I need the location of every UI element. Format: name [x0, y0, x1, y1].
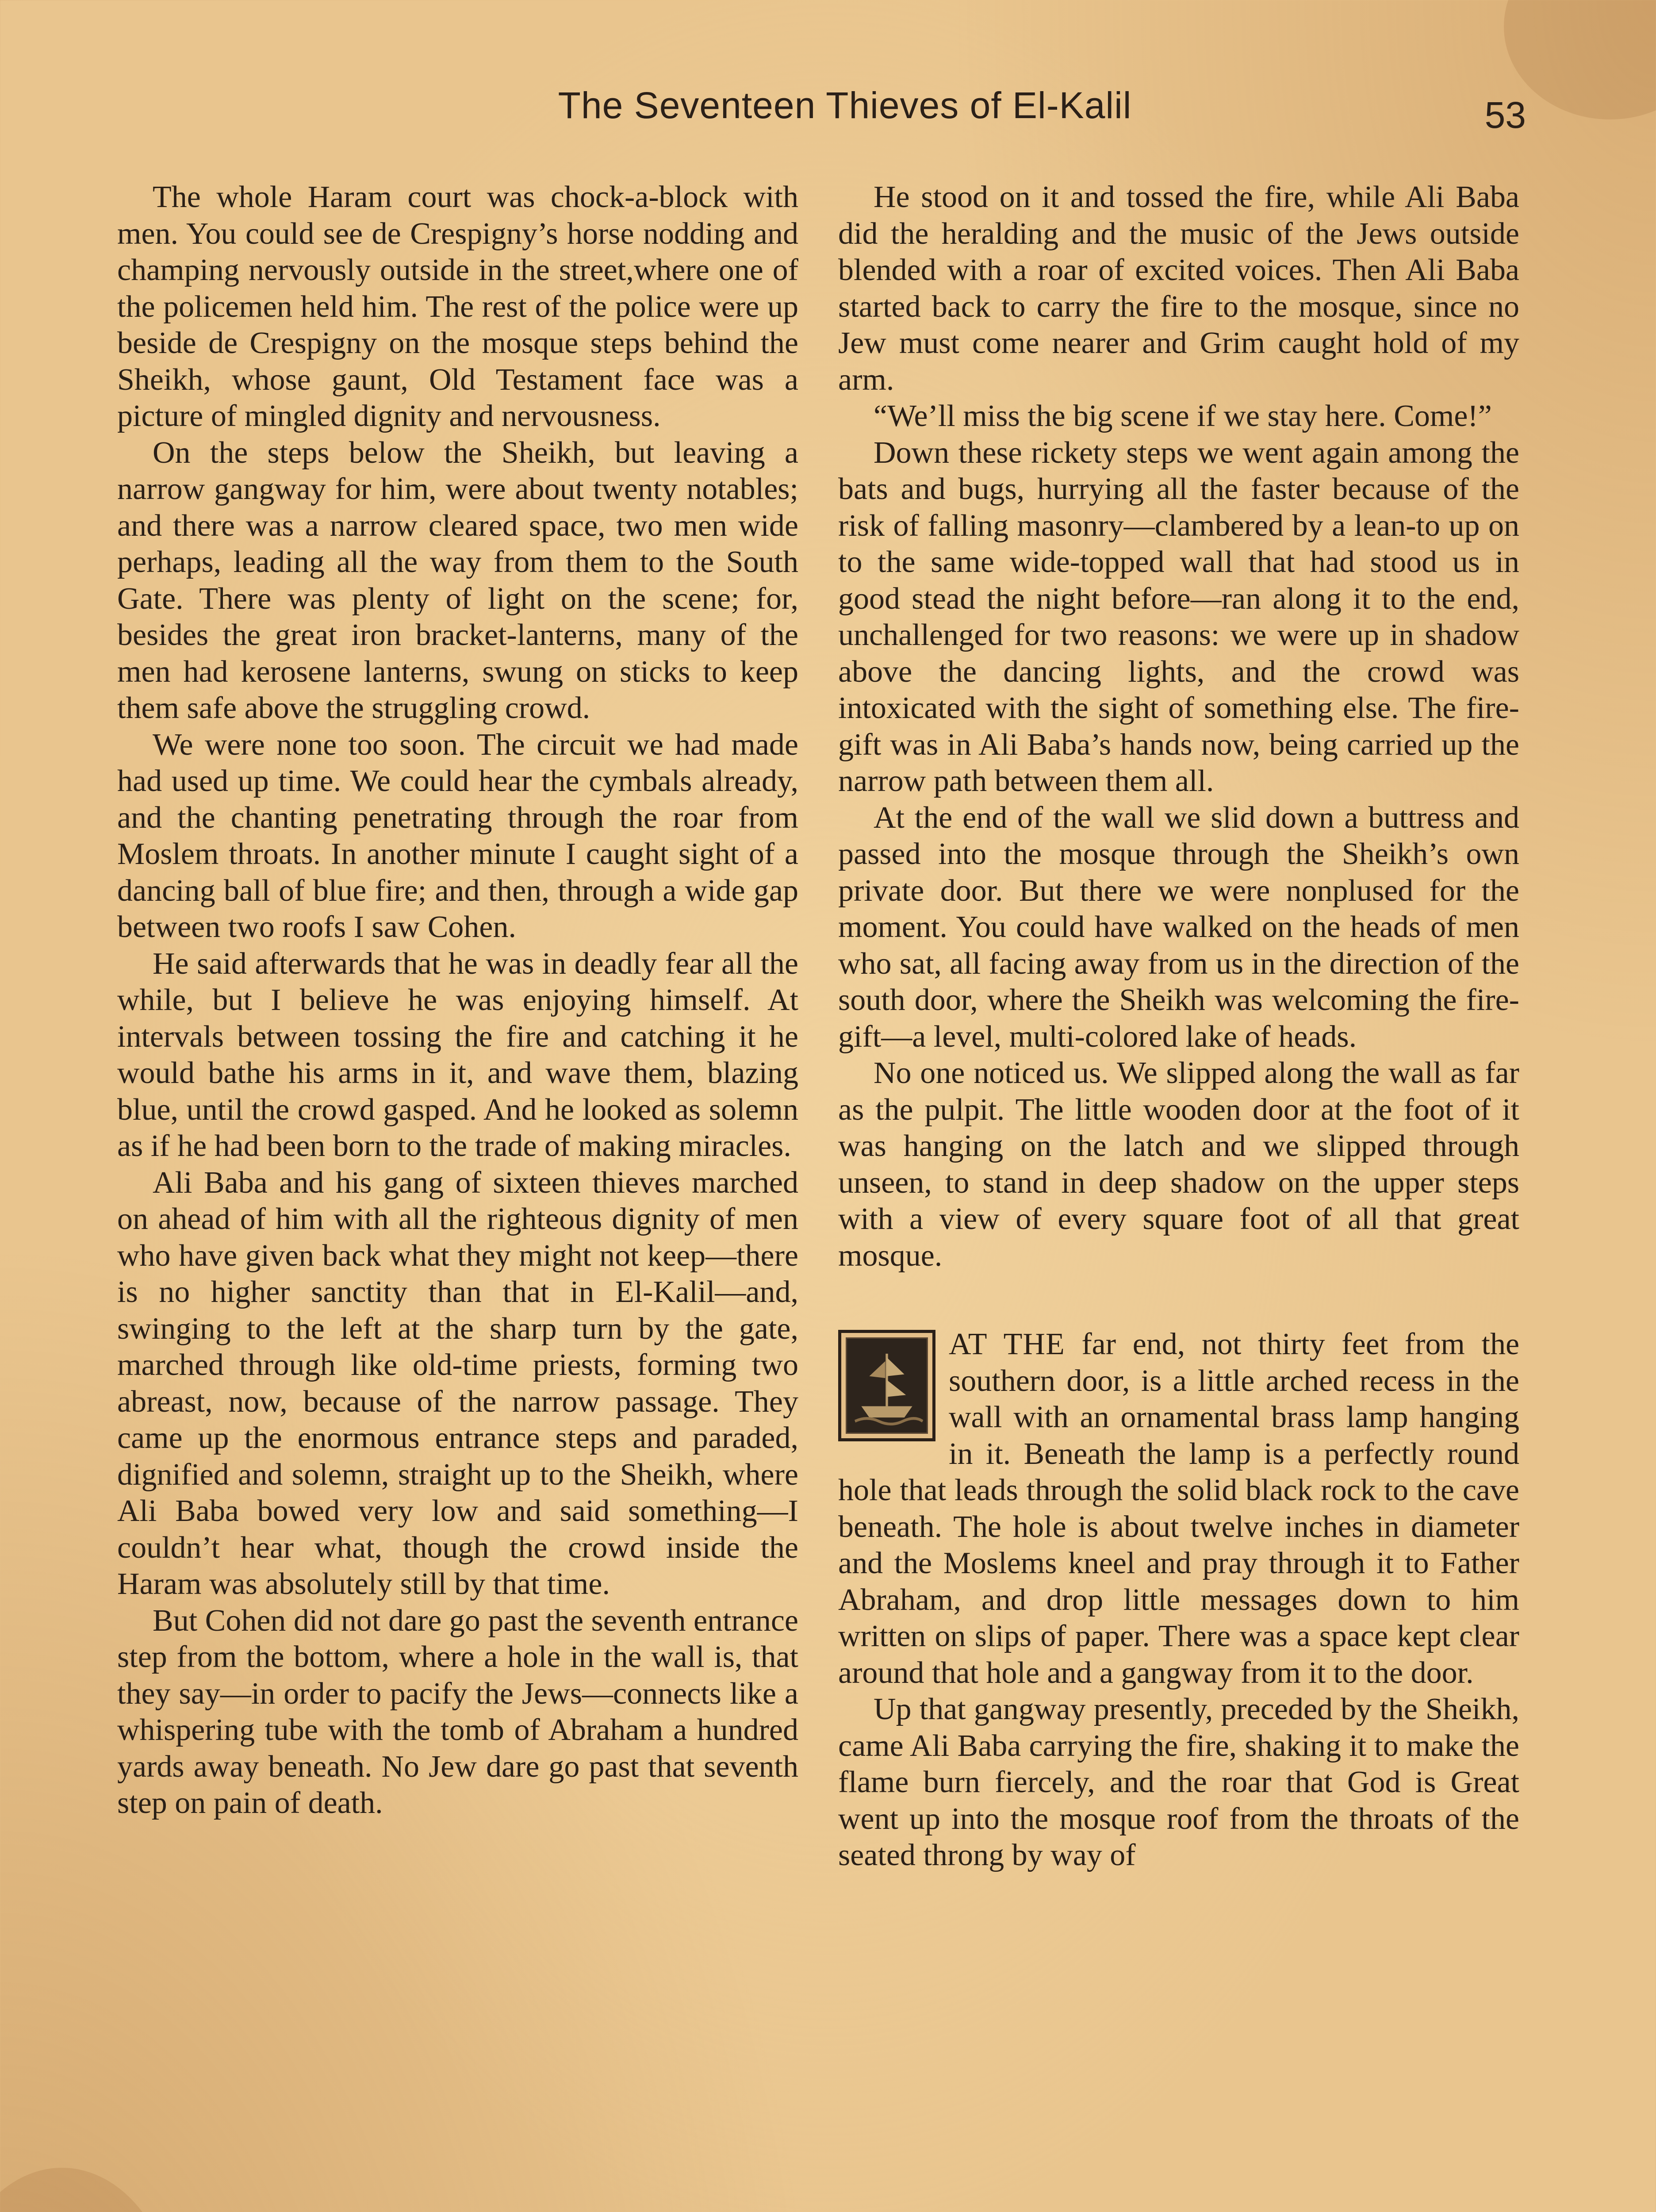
paragraph: Up that gangway presently, preceded by the Sheikh, came Ali Baba carrying the fire, shaking it to make the flame burn fiercely, and the roar that God is Great went up into the mosque roof from the throats of the seated throng by way of	[838, 1692, 1519, 1872]
paragraph: On the steps below the Sheikh, but leaving a narrow gangway for him, were about twenty notables; and there was a narrow cleared space, two men wide perhaps, leading all the way from them to the South Gate. There was plenty of light on the scene; for, besides the great iron bracket-lanterns, many of the men had kerosene lanterns, swung on sticks to keep them safe above the struggling crowd.	[117, 435, 798, 725]
page-number: 53	[1484, 94, 1526, 136]
paper-stain	[1504, 0, 1656, 119]
section-lead-in: AT THE	[949, 1327, 1065, 1361]
paragraph: “We’ll miss the big scene if we stay here. Come!”	[874, 399, 1492, 433]
paragraph: At the end of the wall we slid down a buttress and passed into the mosque through the Sheikh’s own private door. But there we were nonplused for the moment. You could have walked on the heads of men who sat, all facing away from us in the direction of the south door, where the Sheikh was welcoming the fire-gift—a level, multi-colored lake of heads.	[838, 800, 1519, 1054]
paragraph: But Cohen did not dare go past the seventh entrance step from the bottom, where a hole in the wall is, that they say—in order to pacify the Jews—connects like a whispering tube with the tomb of Abraham a hundred yards away beneath. No Jew dare go past that seventh step on pain of death.	[117, 1603, 798, 1820]
paragraph: He stood on it and tossed the fire, while Ali Baba did the heralding and the music of the Jews outside blended with a roar of excited voices. Then Ali Baba started back to carry the fire to the mosque, since no Jew must come nearer and Grim caught hold of my arm.	[838, 180, 1519, 397]
left-column	[117, 179, 798, 1822]
paragraph: He said afterwards that he was in deadly fear all the while, but I believe he was enjoying himself. At intervals between tossing the fire and catching it he would bathe his arms in it, and wave them, blazing blue, until the crowd gasped. And he looked as solemn as if he had been born to the trade of making miracles.	[117, 946, 798, 1163]
paragraph	[838, 1326, 1519, 1691]
paragraph: We were none too soon. The circuit we had made had used up time. We could hear the cymbals already, and the chanting penetrating through the roar from Moslem throats. In another minute I caught sight of a dancing ball of blue fire; and then, through a wide gap between two roofs I saw Cohen.	[117, 727, 798, 944]
paper-stain	[0, 2168, 177, 2212]
section-opening-text: far end, not thirty feet from the southern door, is a little arched recess in the wall with an ornamental brass lamp hanging in it. Beneath the lamp is a perfectly round hole that leads through the solid black rock to the cave beneath. The hole is about twelve inches in diameter and the Moslems kneel and pray through it to Father Abraham, and drop little messages down to him written on slips of paper. There was a space kept clear around that hole and a gangway from it to the door.	[838, 1327, 1520, 1690]
running-header-title: The Seventeen Thieves of El-Kalil	[558, 84, 1132, 126]
right-column	[838, 179, 1519, 1874]
paragraph: The whole Haram court was chock-a-block with men. You could see de Crespigny’s horse nodding and champing nervously outside in the street,where one of the policemen held him. The rest of the police were up beside de Crespigny on the mosque steps behind the Sheikh, whose gaunt, Old Testament face was a picture of mingled dignity and nervousness.	[117, 180, 798, 433]
paragraph: No one noticed us. We slipped along the wall as far as the pulpit. The little wooden door at the foot of it was hanging on the latch and we slipped through unseen, to stand in deep shadow on the upper steps with a view of every square foot of all that great mosque.	[838, 1056, 1519, 1273]
paragraph: Ali Baba and his gang of sixteen thieves marched on ahead of him with all the righteous dignity of men who have given back what they might not keep—there is no higher sanctity than that in El-Kalil—and, swinging to the left at the sharp turn by the gate, marched through like old-time priests, forming two abreast, now, because of the narrow passage. They came up the enormous entrance steps and paraded, dignified and solemn, straight up to the Sheikh, where Ali Baba bowed very low and said something—I couldn’t hear what, though the crowd inside the Haram was absolutely still by that time.	[117, 1165, 798, 1601]
paragraph: Down these rickety steps we went again among the bats and bugs, hurrying all the faster because of the risk of falling masonry—clambered by a lean-to up on to the same wide-topped wall that had stood us in good stead the night before—ran along it to the end, unchallenged for two reasons: we were up in shadow above the dancing lights, and the crowd was intoxicated with the sight of something else. The fire-gift was in Ali Baba’s hands now, being carried up the narrow path between them all.	[838, 435, 1519, 798]
ship-icon	[838, 1330, 935, 1441]
section-opening	[838, 1326, 1519, 1691]
